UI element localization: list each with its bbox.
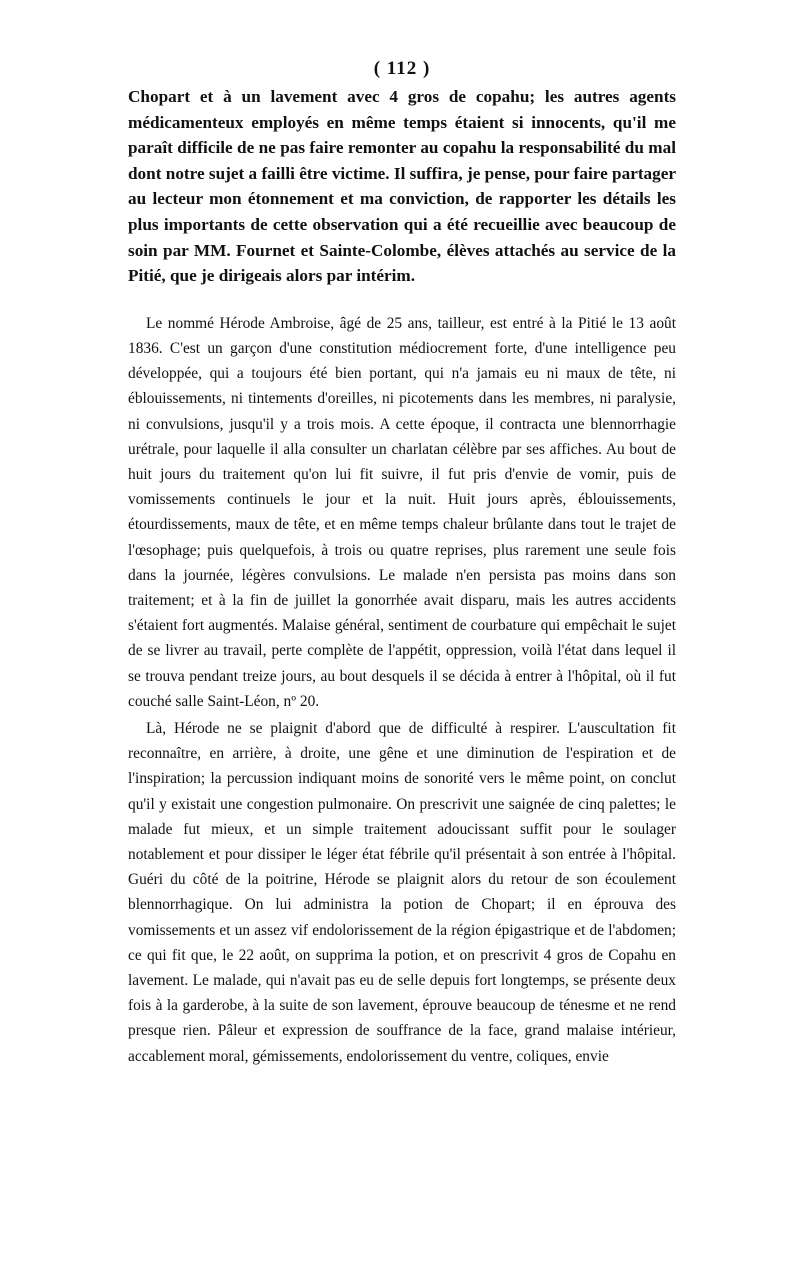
paragraph-hospital-course: Là, Hérode ne se plaignit d'abord que de difficulté à respirer. L'auscultation fit reconnaître, en arrière, à droite, une gêne et une diminution de l'espiration et de l'inspiration; la percussion indiquant moins de sonorité vers le même point, on conclut qu'il y existait une congestion pulmonaire. On prescrivit une saignée de cinq palettes; le malade fut mieux, et un simple traitement adoucissant suffit pour le soulager notablement et pour dissiper le léger état fébrile qu'il présentait à son entrée à l'hôpital. Guéri du côté de la poitrine, Hérode se plaignit alors du retour de son écoulement blennorrhagique. On lui administra la potion de Chopart; il en éprouva des vomissements et un assez vif endolorissement de la région épigastrique et de l'abdomen; ce qui fit que, le 22 août, on supprima la potion, et on prescrivit 4 gros de Copahu en lavement. Le malade, qui n'avait pas eu de selle depuis fort longtemps, se présente deux fois à la garderobe, à la suite de son lavement, éprouve beaucoup de ténesme et ne rend presque rien. Pâleur et expression de souffrance de la face, grand malaise intérieur, accablement moral, gémissements, endolorissement du ventre, coliques, envie <box>128 720 676 1065</box>
paragraph-case-history: Le nommé Hérode Ambroise, âgé de 25 ans, tailleur, est entré à la Pitié le 13 août 1836. C'est un garçon d'une constitution médiocrement forte, d'une intelligence peu développée, qui a toujours été bien portant, qui n'a jamais eu ni maux de tête, ni éblouissements, ni tintements d'oreilles, ni picotements dans les membres, ni paralysie, ni convulsions, jusqu'il y a trois mois. A cette époque, il contracta une blennorrhagie urétrale, pour laquelle il alla consulter un charlatan célèbre par ses affiches. Au bout de huit jours du traitement qu'on lui fit suivre, il fut pris d'envie de vomir, puis de vomissements continuels le jour et la nuit. Huit jours après, éblouissements, étourdissements, maux de tête, et en même temps chaleur brûlante dans tout le trajet de l'œsophage; puis quelquefois, à trois ou quatre reprises, plus rarement une seule fois dans la journée, légères convulsions. Le malade n'en persista pas moins dans son traitement; et à la fin de juillet la gonorrhée avait disparu, mais les autres accidents s'étaient fort augmentés. Malaise général, sentiment de courbature qui empêchait le sujet de se livrer au travail, perte complète de l'appétit, oppression, voilà l'état dans lequel il se trouva pendant treize jours, au bout desquels il se décida à entrer à l'hôpital, où il fut couché salle Saint-Léon, nº 20. <box>128 314 676 710</box>
page-number: ( 112 ) <box>373 58 431 79</box>
paragraph-intro: Chopart et à un lavement avec 4 gros de copahu; les autres agents médicamenteux employés en même temps étaient si innocents, qu'il me paraît difficile de ne pas faire remonter au copahu la responsabilité du mal dont notre sujet a failli être victime. Il suffira, je pense, pour faire partager au lecteur mon étonnement et ma conviction, de rapporter les détails les plus importants de cette observation qui a été recueillie avec beaucoup de soin par MM. Fournet et Sainte-Colombe, élèves attachés au service de la Pitié, que je dirigeais alors par intérim. <box>128 87 676 286</box>
book-page <box>128 58 676 1069</box>
